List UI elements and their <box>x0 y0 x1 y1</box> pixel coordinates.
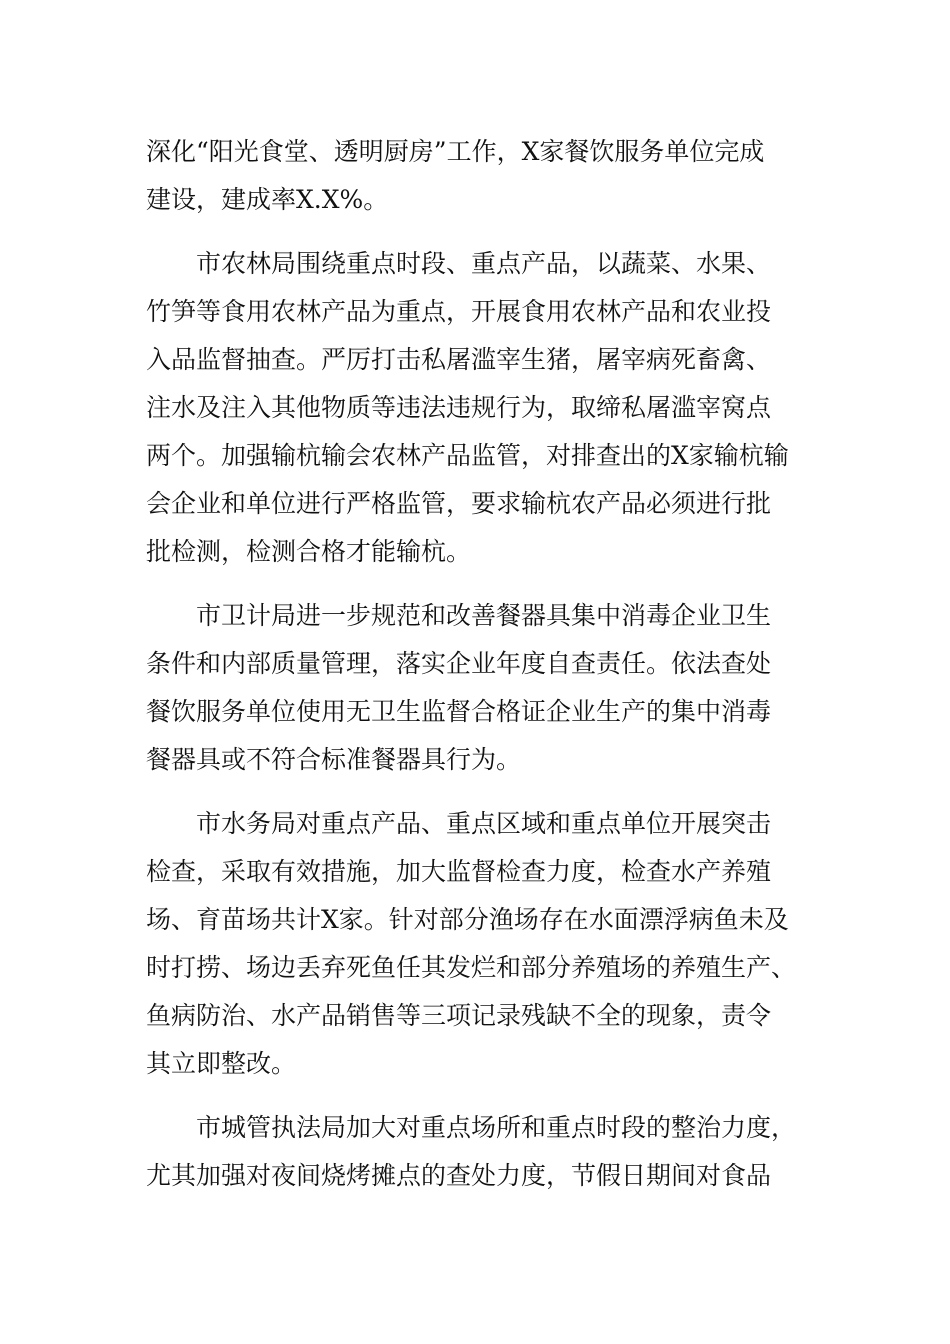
text-line: 检查，采取有效措施，加大监督检查力度，检查水产养殖 <box>146 857 772 886</box>
text-line: 注水及注入其他物质等违法违规行为，取缔私屠滥宰窝点 <box>146 393 772 422</box>
text-line: 条件和内部质量管理，落实企业年度自查责任。依法查处 <box>146 649 772 678</box>
text-line: 深化“阳光食堂、透明厨房”工作，X家餐饮服务单位完成 <box>146 137 765 166</box>
text-line: 鱼病防治、水产品销售等三项记录残缺不全的现象，责令 <box>146 1001 772 1030</box>
text-line: 入品监督抽查。严厉打击私屠滥宰生猪，屠宰病死畜禽、 <box>146 345 772 374</box>
text-line: 其立即整改。 <box>146 1049 297 1078</box>
text-line: 餐饮服务单位使用无卫生监督合格证企业生产的集中消毒 <box>146 697 772 726</box>
paragraph-start-line: 市卫计局进一步规范和改善餐器具集中消毒企业卫生 <box>196 601 772 630</box>
paragraph-start-line: 市农林局围绕重点时段、重点产品，以蔬菜、水果、 <box>196 249 772 278</box>
text-line: 场、育苗场共计X家。针对部分渔场存在水面漂浮病鱼未及 <box>146 905 789 934</box>
text-line: 尤其加强对夜间烧烤摊点的查处力度，节假日期间对食品 <box>146 1161 772 1190</box>
text-line: 批检测，检测合格才能输杭。 <box>146 537 472 566</box>
text-line: 餐器具或不符合标准餐器具行为。 <box>146 745 522 774</box>
text-line: 会企业和单位进行严格监管，要求输杭农产品必须进行批 <box>146 489 772 518</box>
text-line: 建设，建成率X.X%。 <box>146 185 389 214</box>
paragraph-start-line: 市城管执法局加大对重点场所和重点时段的整治力度， <box>196 1113 797 1142</box>
paragraph-start-line: 市水务局对重点产品、重点区域和重点单位开展突击 <box>196 809 772 838</box>
text-line: 两个。加强输杭输会农林产品监管，对排查出的X家输杭输 <box>146 441 789 470</box>
text-line: 竹笋等食用农林产品为重点，开展食用农林产品和农业投 <box>146 297 772 326</box>
text-line: 时打捞、场边丢弃死鱼任其发烂和部分养殖场的养殖生产、 <box>146 953 797 982</box>
